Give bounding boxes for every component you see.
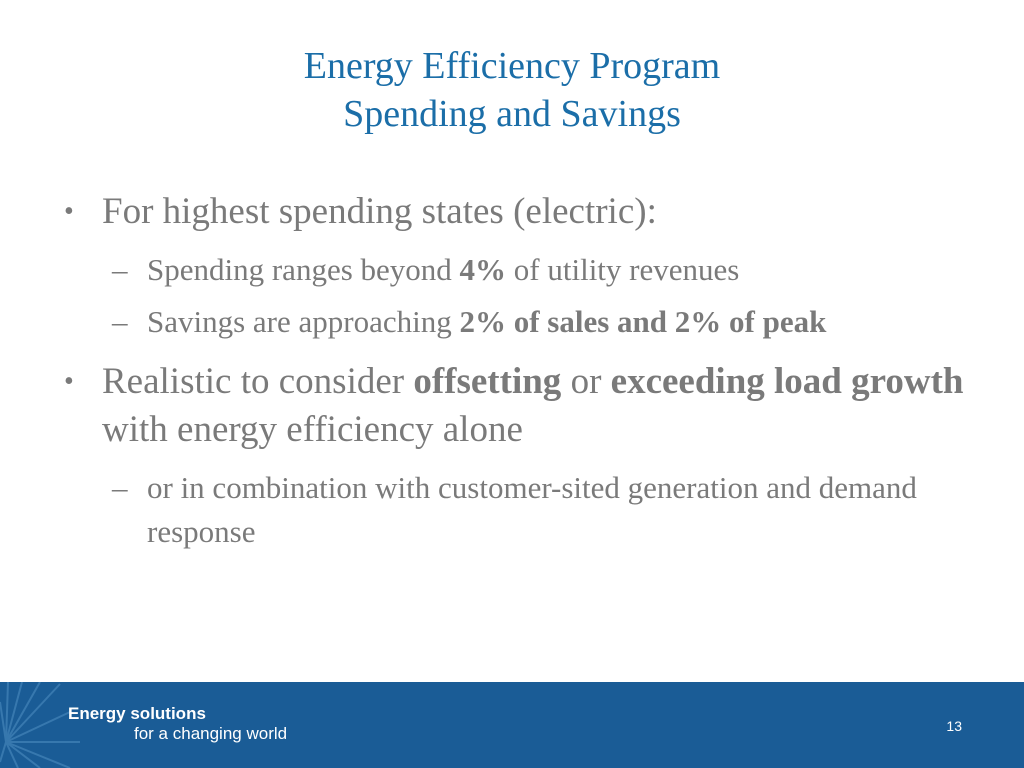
sub-bullet-item [60,300,980,344]
dash-icon: – [112,470,128,505]
bullet-icon: • [64,196,74,227]
tagline-line-1: Energy solutions [68,704,206,723]
page-number: 13 [946,718,962,734]
title-line-2: Spending and Savings [343,93,681,135]
bullet-text: Realistic to consider [102,361,414,402]
sub-bullet-text: Spending ranges beyond [147,252,460,287]
footer-bar [0,682,1024,768]
slide-title [0,42,1024,138]
sub-bullet-emphasis: 4% [459,252,507,287]
bullet-item [60,188,980,236]
title-line-1: Energy Efficiency Program [303,45,721,87]
sub-bullet-text: of utility revenues [506,252,740,287]
sub-bullet-item [60,466,980,554]
sub-bullet-text: Savings are approaching [147,304,460,339]
sub-bullet-emphasis: 2% of sales and 2% of peak [459,304,827,339]
dash-icon: – [112,252,128,287]
bullet-emphasis: exceeding load growth [610,361,964,402]
bullet-text: For highest spending states (electric): [102,191,657,232]
bullet-emphasis: offsetting [413,361,562,402]
dash-icon: – [112,304,128,339]
bullet-text: or [561,361,611,402]
slide-body [60,188,980,562]
footer-tagline [68,704,287,744]
bullet-item [60,358,980,454]
sub-bullet-text: or in combination with customer-sited generation and demand response [147,470,917,549]
bullet-text: with energy efficiency alone [102,409,523,450]
bullet-icon: • [64,366,74,397]
tagline-line-2: for a changing world [134,724,288,743]
sub-bullet-item [60,248,980,292]
